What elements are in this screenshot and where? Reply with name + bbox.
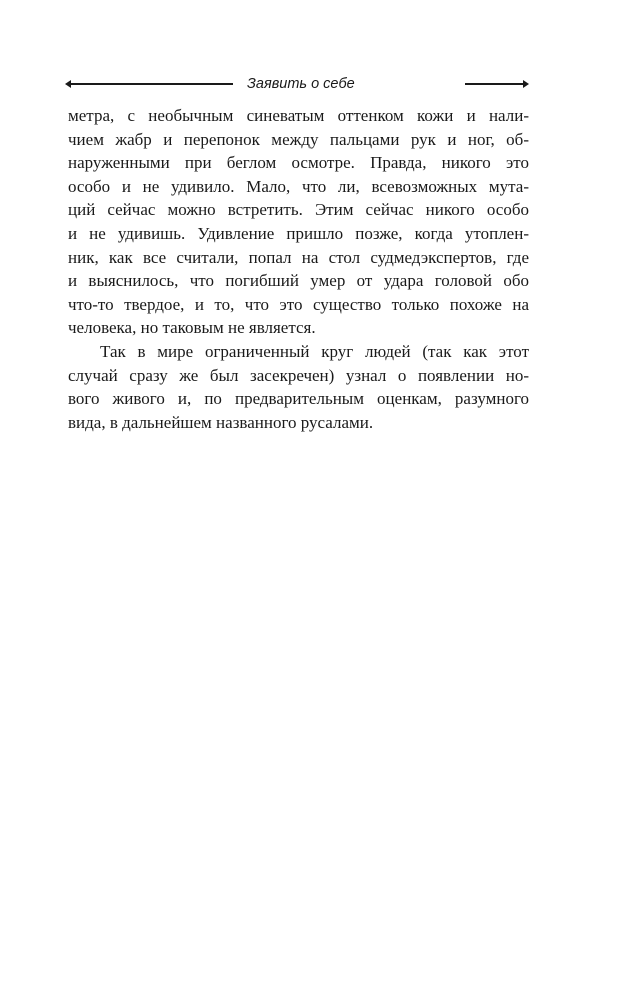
- text-line: особо и не удивило. Мало, что ли, всевозможных мута-: [68, 176, 529, 196]
- text-line: наруженными при беглом осмотре. Правда, никого это: [68, 153, 529, 173]
- text-line: случай сразу же был засекречен) узнал о появлении но-: [68, 365, 529, 385]
- text-line: что-то твердое, и то, что это существо только похоже на: [68, 294, 529, 314]
- text-line: вого живого и, по предварительным оценкам, разумного: [68, 389, 529, 409]
- text-line: чием жабр и перепонок между пальцами рук и ног, об-: [68, 129, 529, 149]
- running-header: [67, 74, 527, 94]
- text-line: ций сейчас можно встретить. Этим сейчас никого особо: [68, 200, 529, 220]
- text-line: ник, как все считали, попал на стол судмедэкспертов, где: [68, 247, 529, 267]
- text-line: и выяснилось, что погибший умер от удара головой обо: [68, 271, 529, 291]
- paragraph-1: [68, 104, 529, 340]
- header-arrow-right-icon: [523, 80, 529, 88]
- paragraph-2: [68, 340, 529, 434]
- text-line: Так в мире ограниченный круг людей (так как этот: [100, 341, 529, 361]
- running-title: Заявить о себе: [247, 76, 355, 92]
- text-line: человека, но таковым не является.: [68, 318, 316, 338]
- header-rule-left: [67, 83, 233, 85]
- text-line: вида, в дальнейшем названного русалами.: [68, 412, 374, 432]
- header-arrow-left-icon: [65, 80, 71, 88]
- body-text: [68, 104, 529, 434]
- text-line: и не удивишь. Удивление пришло позже, когда утоплен-: [68, 223, 529, 243]
- text-line: метра, с необычным синеватым оттенком кожи и нали-: [68, 106, 529, 125]
- header-rule-right: [465, 83, 527, 85]
